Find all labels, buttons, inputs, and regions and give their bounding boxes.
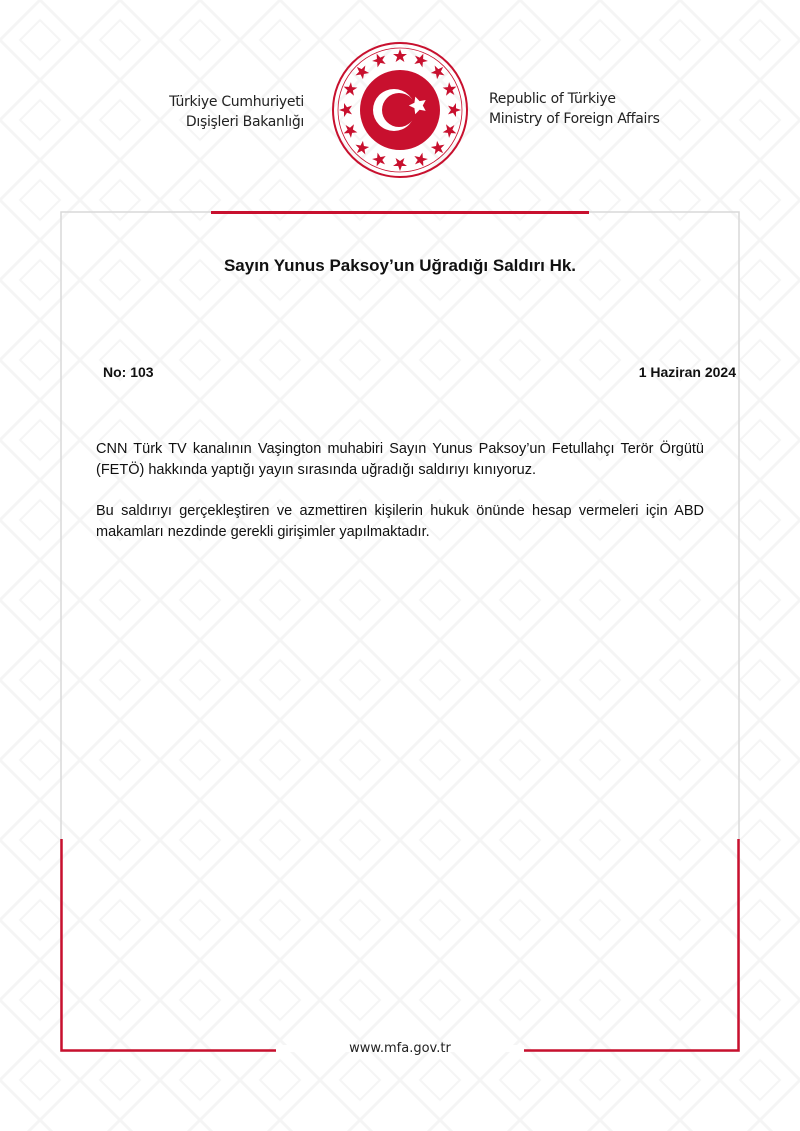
header-right-line2: Ministry of Foreign Affairs xyxy=(489,111,660,127)
ministry-name-english xyxy=(489,89,689,129)
header-left-line2: Dışişleri Bakanlığı xyxy=(185,114,304,130)
paragraph: CNN Türk TV kanalının Vaşington muhabiri Sayın Yunus Paksoy’un Fetullahçı Terör Örgütü (FETÖ) hakkında yaptığı yayın sırasında uğradığı saldırıyı kınıyoruz. xyxy=(96,441,704,478)
document-number: No: 103 xyxy=(103,364,154,380)
paragraph: Bu saldırıyı gerçekleştiren ve azmettiren kişilerin hukuk önünde hesap vermeleri için ABD makamları nezdinde gerekli girişimler yapılmaktadır. xyxy=(96,503,704,540)
document-title: Sayın Yunus Paksoy’un Uğradığı Saldırı Hk. xyxy=(223,256,577,275)
ministry-emblem-icon xyxy=(331,41,469,179)
header-right-line1: Republic of Türkiye xyxy=(489,91,616,107)
header-left-line1: Türkiye Cumhuriyeti xyxy=(169,94,304,110)
document-date: 1 Haziran 2024 xyxy=(638,364,736,380)
document-frame xyxy=(60,211,740,1052)
ministry-name-turkish xyxy=(150,92,304,132)
footer-website-link[interactable]: www.mfa.gov.tr xyxy=(349,1041,451,1056)
